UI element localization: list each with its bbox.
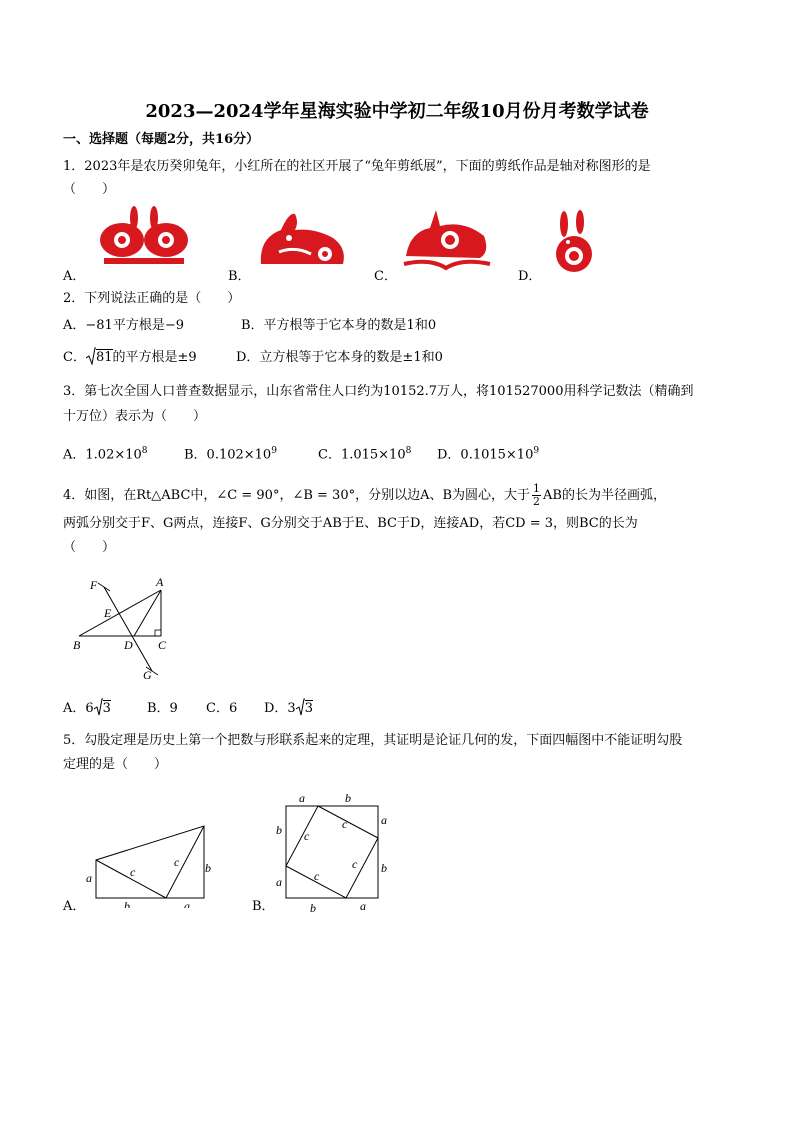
q2-sqrt (86, 349, 113, 367)
q4-option-d (264, 700, 313, 718)
q3-stem-line1: 3．第七次全国人口普查数据显示，山东省常住人口约为10152.7万人，将101527000用科学记数法（精确到 (63, 384, 694, 399)
exam-title: 2023—2024学年星海实验中学初二年级10月份月考数学试卷 (145, 101, 649, 122)
q5b-label-c-1: c (304, 829, 310, 843)
q4-label-d: D (124, 638, 133, 652)
q3-option-b (184, 442, 277, 464)
q4-fraction-denominator: 2 (533, 495, 541, 508)
q5b-label-c-4: c (314, 869, 320, 883)
q5a-label-a-left: a (86, 871, 92, 885)
q5a-label-b-right: b (205, 861, 211, 875)
q4-triangle-figure (70, 575, 180, 689)
q2-option-c (63, 349, 197, 367)
q5a-label-a-bottom: a (184, 899, 190, 908)
q1-image-b-papercut-rabbit (255, 208, 351, 274)
q5b-label-a-left: a (276, 875, 282, 889)
q2-option-c-text: 的平方根是±9 (112, 350, 197, 365)
q5b-label-a-top: a (299, 791, 305, 805)
q4-label-f: F (90, 578, 98, 592)
q2-option-d: D．立方根等于它本身的数是±1和0 (236, 350, 443, 365)
q4-option-c: C．6 (206, 701, 238, 716)
q1-image-c-papercut-rabbit (400, 206, 492, 276)
q1-stem-line2: （ ） (63, 182, 116, 197)
q3-option-a-base: A．1.02×10 (63, 447, 142, 463)
q4-fraction (532, 483, 541, 508)
q2-option-b: B．平方根等于它本身的数是1和0 (241, 318, 437, 333)
q1-image-a-papercut-rabbits (96, 206, 192, 272)
q5-option-b: B． (252, 899, 275, 914)
q4-stem-line1-a: 4．如图，在Rt△ABC中，∠C = 90°，∠B = 30°，分别以边A、B为圆心，大于 (63, 488, 531, 503)
section-heading: 一、选择题（每题2分，共16分） (63, 132, 260, 147)
q3-option-c-exp: 8 (405, 446, 412, 456)
q4-label-c: C (158, 638, 167, 652)
q5a-label-c-left: c (130, 865, 136, 879)
q4-option-d-radicand: 3 (304, 701, 313, 716)
q1-stem-line1: 1．2023年是农历癸卯兔年，小红所在的社区开展了“兔年剪纸展”，下面的剪纸作品是轴对称图形的是 (63, 159, 651, 174)
q3-option-a-exp: 8 (141, 446, 148, 456)
q4-option-a-coef: A．6 (63, 701, 94, 716)
q3-option-b-exp: 9 (271, 446, 277, 456)
q3-option-d-base: D．0.1015×10 (437, 447, 534, 463)
q1-option-b: B． (228, 269, 251, 284)
q4-label-b: B (73, 638, 81, 652)
q4-option-a (63, 700, 111, 718)
q1-option-d: D． (518, 269, 542, 284)
q5b-label-c-2: c (342, 817, 348, 831)
q5b-label-b-bottom: b (310, 901, 316, 915)
q4-label-a: A (156, 575, 164, 589)
q3-option-a (63, 442, 148, 464)
q4-label-g: G (143, 668, 152, 682)
q4-stem-line1 (63, 483, 666, 508)
q5a-label-b-bottom: b (124, 899, 130, 908)
q5b-label-b-right: b (381, 861, 387, 875)
q1-option-a: A． (63, 269, 86, 284)
q5-figure-a-trapezoid (80, 818, 220, 912)
q1-image-d-papercut-rabbit (550, 210, 598, 278)
q5a-label-c-right: c (174, 855, 180, 869)
q5b-label-c-3: c (352, 857, 358, 871)
q4-stem-line1-b: AB的长为半径画弧， (543, 488, 666, 503)
q5-option-a: A． (63, 899, 86, 914)
q4-option-d-coef: D．3 (264, 701, 296, 716)
q3-option-d (437, 442, 539, 464)
q5-stem-line1: 5．勾股定理是历史上第一个把数与形联系起来的定理，其证明是论证几何的发，下面四幅图中不能证明勾股 (63, 733, 683, 748)
q5b-label-a-bottom: a (360, 899, 366, 913)
q5-stem-line2: 定理的是（ ） (63, 757, 168, 772)
q3-option-c-base: C．1.015×10 (318, 447, 406, 463)
q4-stem-line3: （ ） (63, 540, 116, 555)
q5-figure-b-square (270, 790, 396, 920)
q5b-label-b-left: b (276, 823, 282, 837)
q3-option-c (318, 442, 411, 464)
q4-stem-line2: 两弧分别交于F、G两点，连接F、G分别交于AB于E、BC于D，连接AD，若CD = 3，则BC的长为 (63, 516, 638, 531)
q5b-label-a-right: a (381, 813, 387, 827)
q4-fraction-numerator: 1 (533, 482, 541, 495)
q5b-label-b-top: b (345, 791, 351, 805)
q2-stem: 2．下列说法正确的是（ ） (63, 291, 241, 306)
q4-option-d-sqrt (296, 700, 313, 718)
q2-option-c-label: C． (63, 350, 86, 365)
q3-stem-line2: 十万位）表示为（ ） (63, 409, 207, 424)
q4-option-b: B．9 (147, 701, 178, 716)
q4-option-a-radicand: 3 (102, 701, 111, 716)
q3-option-d-exp: 9 (533, 446, 540, 456)
q4-option-a-sqrt (94, 700, 111, 718)
q2-option-a: A．−81平方根是−9 (63, 318, 184, 333)
q3-option-b-base: B．0.102×10 (184, 447, 272, 463)
q4-label-e: E (104, 606, 112, 620)
q1-option-c: C． (374, 269, 397, 284)
q2-radicand: 81 (95, 350, 113, 365)
